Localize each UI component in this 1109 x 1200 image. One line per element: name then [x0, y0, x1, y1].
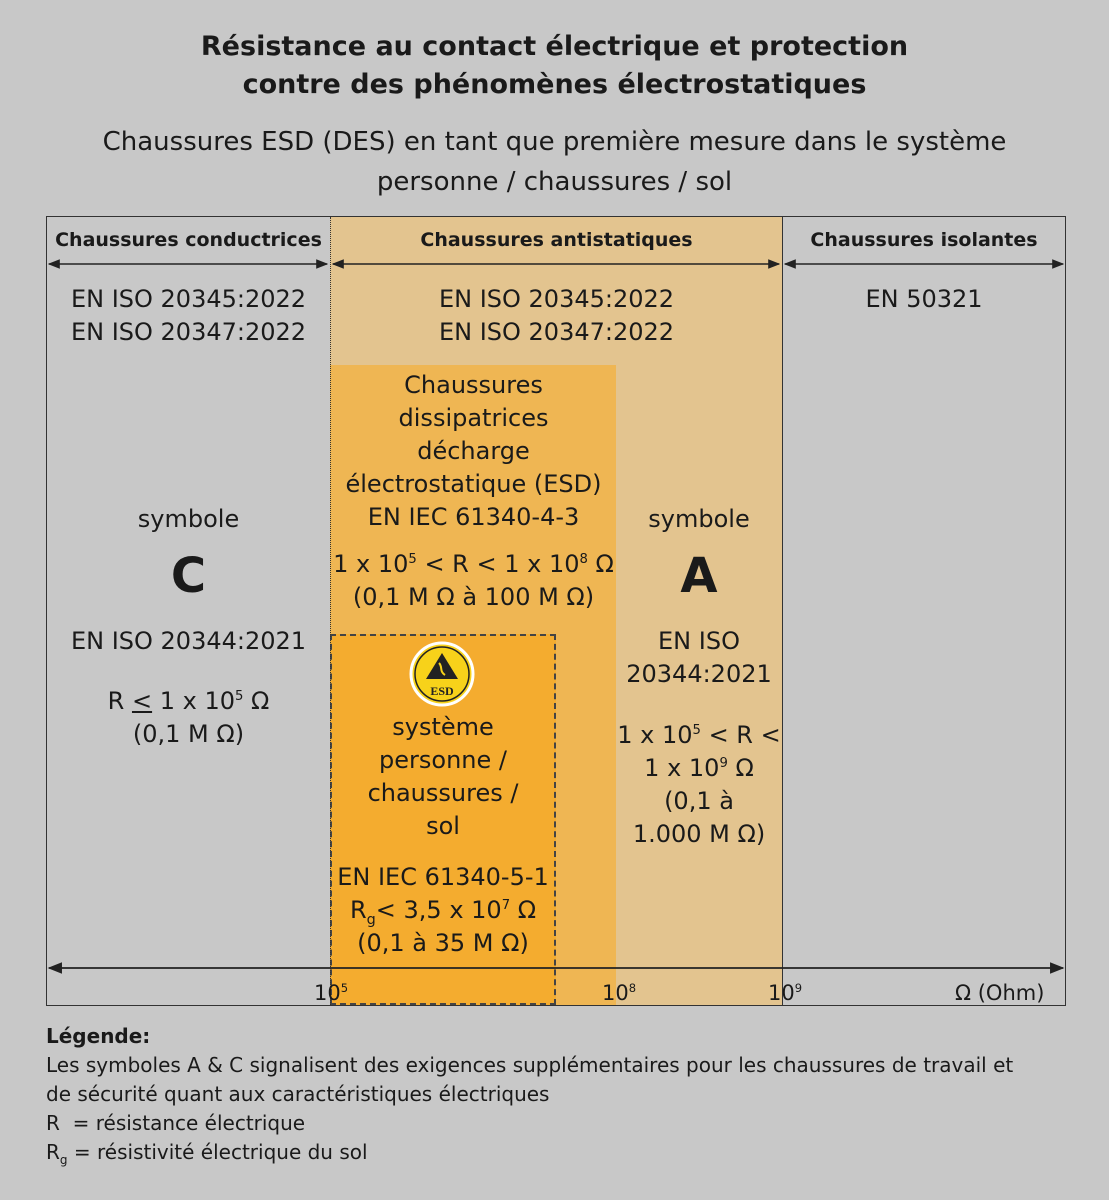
esd-warning-icon [409, 641, 475, 707]
legend-heading: Légende: [46, 1024, 151, 1048]
antistatic-r-c: (0,1 à [664, 787, 734, 815]
system-description [331, 711, 555, 843]
antistatic-std-2: EN ISO 20347:2022 [438, 318, 675, 346]
system-rg-sub: g [366, 911, 376, 928]
antistatic-norm [616, 625, 782, 691]
heading-insulating: Chaussures isolantes [810, 229, 1038, 251]
antistatic-r-b-exp: 9 [719, 756, 728, 771]
conductive-r-exp: 5 [234, 689, 244, 704]
legend [46, 1022, 1086, 1167]
system-line-3: chaussures / [367, 779, 519, 807]
axis-tick-1e9: $10^9$ [768, 981, 803, 1005]
legend-r: R = résistance électrique [46, 1111, 306, 1135]
subtitle-line-1: Chaussures ESD (DES) en tant que première mesure dans le système [102, 127, 1007, 157]
conductive-r-prefix: R [107, 687, 132, 715]
system-rg-exp: 7 [501, 898, 511, 913]
subtitle-line-2: personne / chaussures / sol [376, 167, 733, 197]
system-rg-text: (0,1 à 35 M Ω) [357, 929, 529, 957]
system-line-2: personne / [379, 746, 507, 774]
system-line-4: sol [426, 812, 460, 840]
esd-r-a: 1 x 10 [333, 550, 409, 578]
esd-description [331, 369, 616, 534]
antistatic-norm-2: 20344:2021 [626, 660, 772, 688]
axis-unit: Ω (Ohm) [955, 981, 1045, 1005]
heading-antistatic: Chaussures antistatiques [420, 229, 693, 251]
esd-badge-text: ESD [430, 684, 454, 698]
conductive-symbol-label: symbole [137, 505, 240, 533]
heading-conductive: Chaussures conductrices [55, 229, 322, 251]
esd-line-5: EN IEC 61340-4-3 [367, 503, 580, 531]
symbol-a: A [680, 548, 718, 604]
antistatic-r-b: 1 x 10 [644, 754, 720, 782]
esd-line-2: dissipatrices [398, 404, 549, 432]
esd-line-1: Chaussures [404, 371, 543, 399]
esd-r-unit: Ω [587, 550, 614, 578]
conductive-r-mid: 1 x 10 [152, 687, 235, 715]
esd-r-a-exp: 5 [408, 552, 417, 567]
title-line-2: contre des phénomènes électrostatiques [242, 69, 867, 100]
conductive-std-2: EN ISO 20347:2022 [70, 318, 307, 346]
antistatic-r-d: 1.000 M Ω) [632, 820, 766, 848]
insulating-standard: EN 50321 [865, 285, 983, 313]
legend-rg: $R_g$ = résistivité électrique du sol [46, 1140, 368, 1167]
antistatic-symbol-label: symbole [648, 505, 750, 533]
conductive-r-text: (0,1 M Ω) [132, 720, 245, 748]
conductive-std-1: EN ISO 20345:2022 [70, 285, 307, 313]
system-rg-unit: Ω [510, 896, 537, 924]
system-resistance [331, 861, 555, 960]
system-line-1: système [392, 713, 494, 741]
antistatic-norm-1: EN ISO [658, 627, 740, 655]
esd-r-b-exp: 8 [579, 552, 588, 567]
conductive-norm: EN ISO 20344:2021 [70, 627, 307, 655]
legend-line-2: de sécurité quant aux caractéristiques électriques [46, 1082, 550, 1106]
axis-tick-1e8: $10^8$ [602, 981, 637, 1005]
title-line-1: Résistance au contact électrique et protection [200, 31, 909, 62]
antistatic-r-a: 1 x 10 [617, 721, 693, 749]
system-rg-rel: < 3,5 x 10 [375, 896, 502, 924]
antistatic-std-1: EN ISO 20345:2022 [438, 285, 675, 313]
antistatic-r-a-rel: < R < [700, 721, 781, 749]
system-rg-r: R [349, 896, 367, 924]
antistatic-r-b-unit: Ω [727, 754, 754, 782]
conductive-resistance [47, 685, 330, 751]
esd-r-rel: < R < 1 x 10 [416, 550, 580, 578]
esd-r-text: (0,1 M Ω à 100 M Ω) [352, 583, 595, 611]
antistatic-standards [331, 283, 782, 349]
esd-resistance [331, 548, 616, 614]
esd-line-4: électrostatique (ESD) [345, 470, 602, 498]
conductive-r-le: < [131, 687, 153, 715]
symbol-c: C [170, 548, 207, 604]
antistatic-resistance [616, 719, 782, 851]
conductive-r-unit: Ω [243, 687, 270, 715]
esd-line-3: décharge [417, 437, 530, 465]
system-norm: EN IEC 61340-5-1 [337, 863, 549, 891]
legend-line-1: Les symboles A & C signalisent des exigences supplémentaires pour les chaussures de travail et [46, 1053, 1014, 1077]
conductive-standards [47, 283, 330, 349]
antistatic-r-a-exp: 5 [692, 723, 701, 738]
axis-tick-1e5: $10^5$ [314, 981, 349, 1005]
